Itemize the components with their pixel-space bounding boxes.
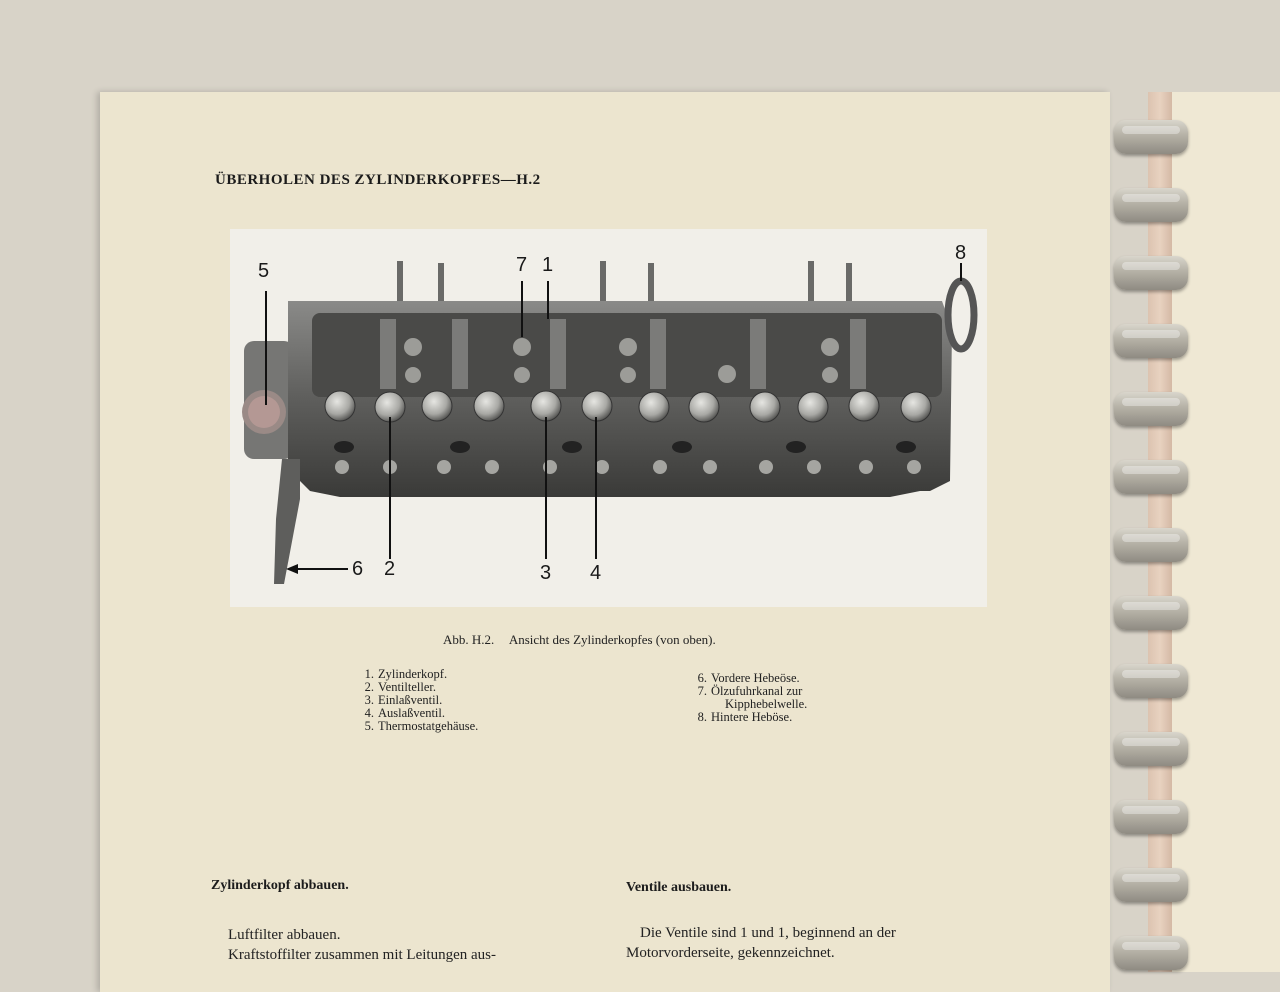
legend-item: 7. Ölzufuhrkanal zur	[697, 684, 803, 698]
legend-item: 2. Ventilteller.	[364, 680, 436, 694]
cylinder-head-photo	[230, 229, 987, 607]
caption-label: Abb. H.2.	[443, 632, 495, 647]
legend-item: 6. Vordere Hebeöse.	[697, 671, 800, 685]
binding-ring	[1114, 256, 1188, 290]
callout-4: 4	[590, 562, 602, 584]
binding-ring	[1114, 188, 1188, 222]
callout-8: 8	[955, 242, 967, 264]
body-line: Die Ventile sind 1 und 1, beginnend an der	[640, 925, 896, 941]
callout-2: 2	[384, 558, 396, 580]
cylinder-head-figure	[230, 229, 987, 607]
legend-right	[689, 672, 807, 724]
caption-text: Ansicht des Zylinderkopfes (von oben).	[508, 632, 716, 647]
legend-item: 8. Hintere Heböse.	[697, 710, 793, 724]
page-heading: ÜBERHOLEN DES ZYLINDERKOPFES—H.2	[215, 172, 541, 188]
facing-page	[1172, 92, 1280, 972]
binding-ring	[1114, 528, 1188, 562]
body-line: Luftfilter abbauen.	[228, 927, 341, 943]
binding-ring	[1114, 392, 1188, 426]
body-line: Kraftstoffilter zusammen mit Leitungen aus-	[228, 947, 496, 963]
section-title-right: Ventile ausbauen.	[626, 880, 732, 895]
binding-ring	[1114, 460, 1188, 494]
body-line: Motorvorderseite, gekennzeichnet.	[626, 945, 835, 961]
legend-item: 4. Auslaßventil.	[364, 706, 446, 720]
figure-caption	[443, 632, 716, 648]
callout-3: 3	[540, 562, 552, 584]
binding-ring	[1114, 936, 1188, 970]
binding-ring	[1114, 596, 1188, 630]
binding-ring	[1114, 664, 1188, 698]
legend-left	[356, 668, 478, 733]
legend-item: 3. Einlaßventil.	[364, 693, 443, 707]
legend-item: Kipphebelwelle.	[725, 697, 808, 711]
callout-7: 7	[516, 254, 528, 276]
legend-item: 5. Thermostatgehäuse.	[364, 719, 479, 733]
binding-ring	[1114, 732, 1188, 766]
legend-item: 1. Zylinderkopf.	[364, 667, 448, 681]
callout-1: 1	[542, 254, 554, 276]
binding-ring	[1114, 324, 1188, 358]
callout-6: 6	[352, 558, 364, 580]
callout-5: 5	[258, 260, 270, 282]
binding-ring	[1114, 800, 1188, 834]
binding-ring	[1114, 868, 1188, 902]
binding-ring	[1114, 120, 1188, 154]
section-title-left: Zylinderkopf abbauen.	[211, 878, 349, 893]
